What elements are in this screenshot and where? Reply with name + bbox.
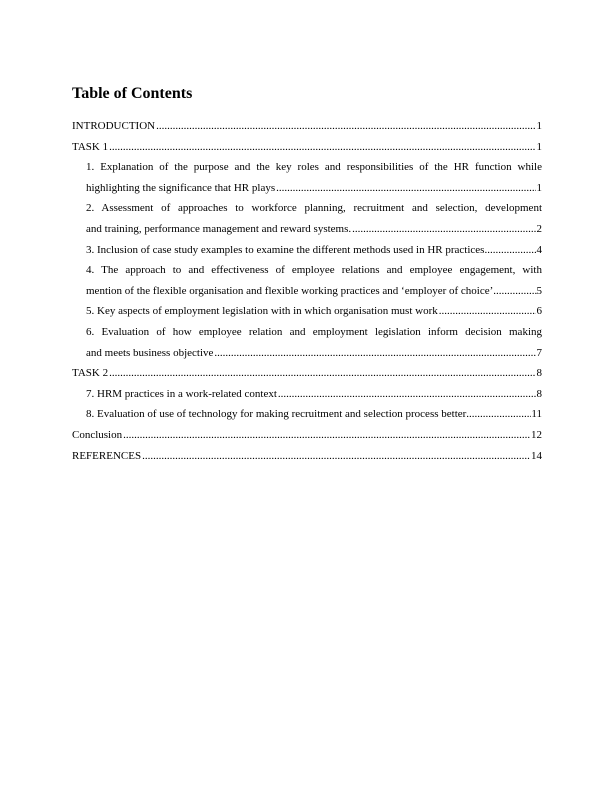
toc-entry-label-line-1: 6. Evaluation of how employee relation and employment legislation inform decision making (86, 325, 542, 338)
dot-leader (466, 404, 531, 425)
toc-entry-task-2[interactable] (72, 363, 542, 384)
toc-entry-label: INTRODUCTION (72, 120, 156, 132)
toc-entry-introduction[interactable] (72, 116, 542, 137)
toc-entry-5[interactable] (72, 301, 542, 322)
toc-page-number: 2 (536, 222, 542, 235)
dot-leader (214, 343, 535, 364)
toc-entry-references[interactable] (72, 446, 542, 467)
toc-entry-label: 7. HRM practices in a work-related context (86, 387, 277, 400)
toc-entry-1[interactable] (72, 157, 542, 198)
toc-entry-label-line-2: and training, performance management and reward systems. (86, 222, 352, 235)
table-of-contents (72, 116, 542, 466)
dot-leader (278, 384, 536, 405)
dot-leader (156, 116, 535, 137)
dot-leader (109, 363, 535, 384)
toc-entry-label-line-1: 4. The approach to and effectiveness of employee relations and employee engagement, with (86, 264, 542, 277)
toc-entry-label: TASK 1 (72, 140, 109, 153)
toc-entry-label: 5. Key aspects of employment legislation with in which organisation must work (86, 305, 438, 318)
dot-leader (352, 219, 535, 240)
toc-entry-label: REFERENCES (72, 449, 142, 462)
toc-entry-conclusion[interactable] (72, 425, 542, 446)
toc-entry-task-1[interactable] (72, 137, 542, 158)
toc-page-number: 11 (531, 408, 542, 421)
dot-leader (276, 178, 535, 199)
toc-entry-label-line-2: and meets business objective (86, 346, 214, 359)
toc-page-number: 6 (536, 305, 542, 318)
toc-page-number: 7 (536, 346, 542, 359)
toc-page-number: 5 (536, 284, 542, 297)
dot-leader (142, 446, 530, 467)
toc-page-number: 1 (536, 140, 542, 153)
toc-page-number: 14 (531, 449, 542, 462)
toc-entry-2[interactable] (72, 198, 542, 239)
toc-page-number: 8 (536, 367, 542, 380)
toc-entry-label-line-2: mention of the flexible organisation and flexible working practices and ‘employer of choice’. (86, 284, 497, 297)
toc-page-number: 4 (536, 243, 542, 256)
toc-entry-8[interactable] (72, 404, 542, 425)
toc-entry-3[interactable] (72, 240, 542, 261)
toc-page-number: 12 (531, 428, 542, 441)
toc-entry-6[interactable] (72, 322, 542, 363)
dot-leader (487, 240, 536, 261)
toc-entry-label-line-1: 2. Assessment of approaches to workforce planning, recruitment and selection, development (86, 202, 542, 215)
toc-entry-label: 3. Inclusion of case study examples to examine the different methods used in HR practices. (86, 243, 488, 256)
toc-entry-7[interactable] (72, 384, 542, 405)
toc-entry-label-line-1: 1. Explanation of the purpose and the key roles and responsibilities of the HR function while (86, 161, 542, 174)
toc-page-number: 1 (536, 120, 542, 132)
dot-leader (123, 425, 530, 446)
dot-leader (439, 301, 536, 322)
toc-entry-label-line-2: highlighting the significance that HR plays (86, 181, 276, 194)
toc-page-number: 8 (536, 387, 542, 400)
toc-title: Table of Contents (72, 85, 193, 102)
toc-entry-4[interactable] (72, 260, 542, 301)
toc-entry-label: Conclusion (72, 428, 123, 441)
toc-entry-label: 8. Evaluation of use of technology for making recruitment and selection process better (86, 408, 467, 421)
dot-leader (496, 281, 536, 302)
toc-entry-label: TASK 2 (72, 367, 109, 380)
dot-leader (109, 137, 535, 158)
toc-page-number: 1 (536, 181, 542, 194)
